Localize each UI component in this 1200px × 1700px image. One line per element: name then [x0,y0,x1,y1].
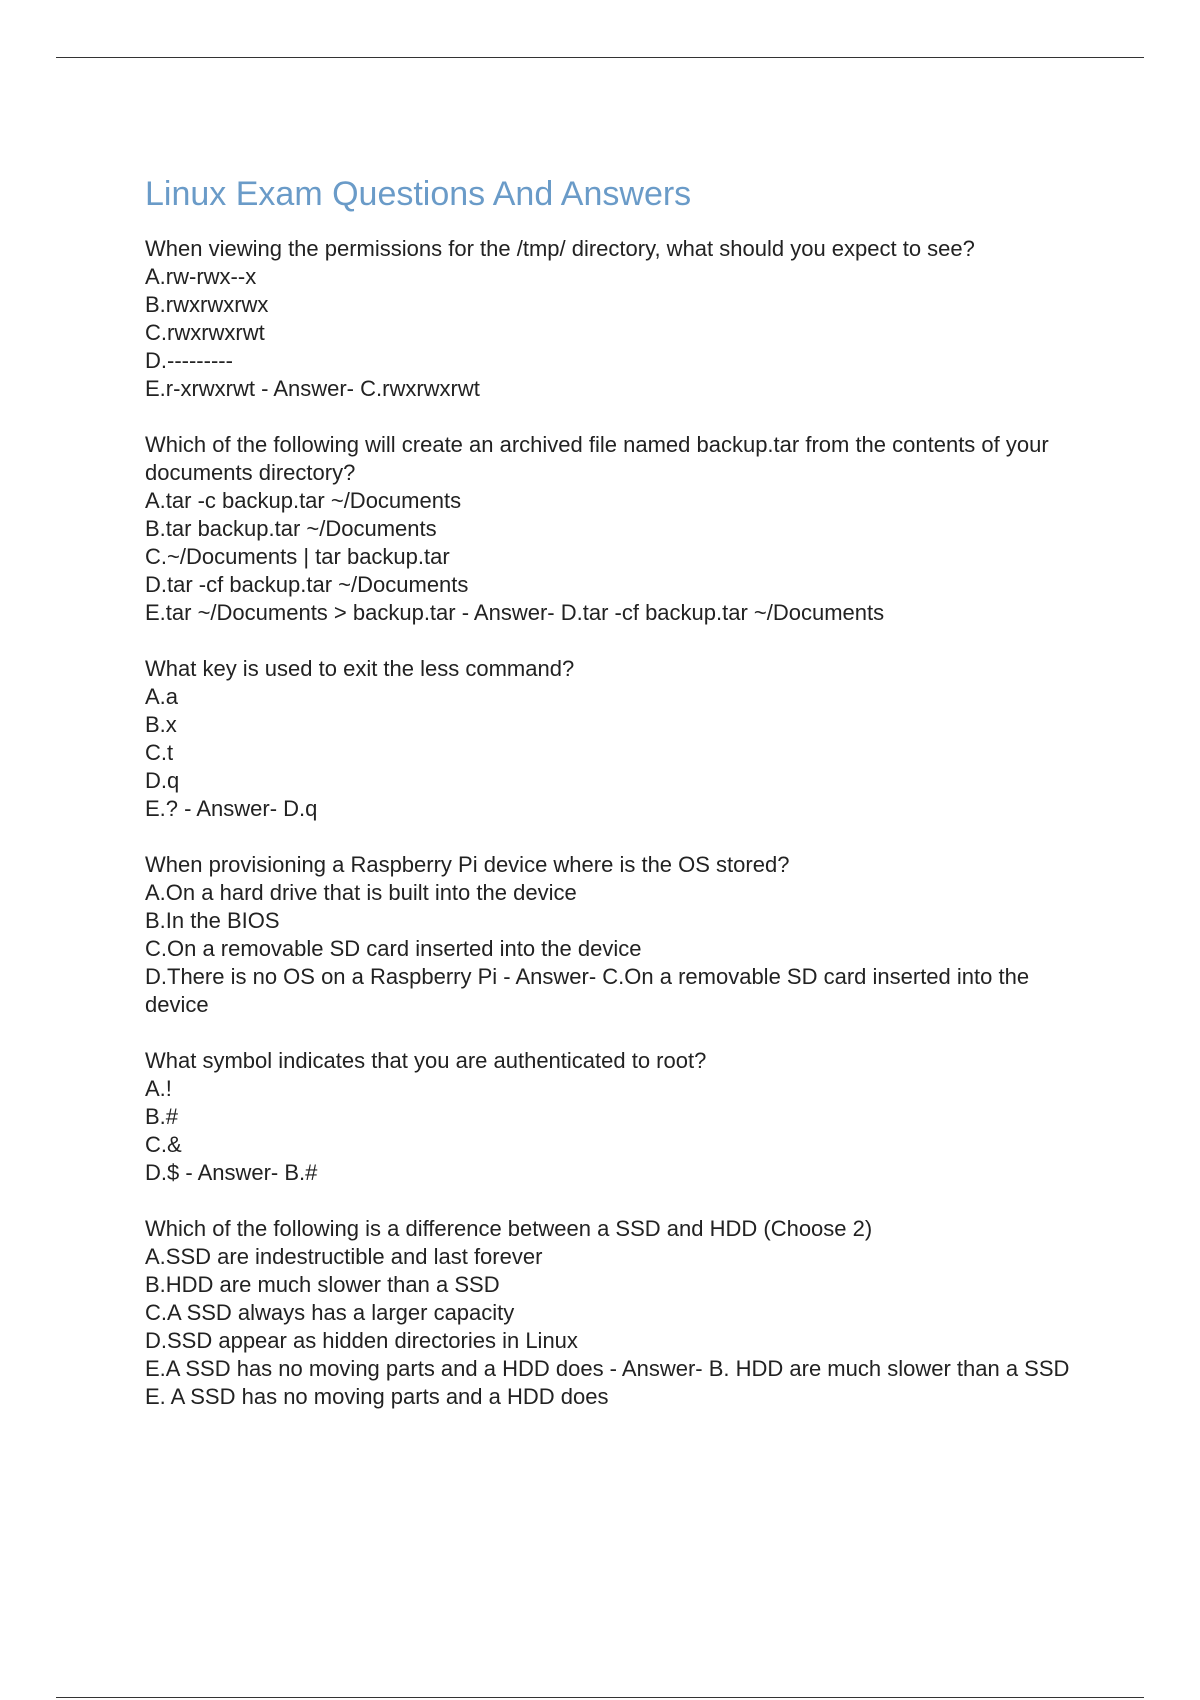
question-6 [145,1215,1090,1411]
answer-option-with-answer: E.r-xrwxrwt - Answer- C.rwxrwxrwt [145,376,480,401]
answer-option: B.# [145,1104,179,1129]
question-text: Which of the following is a difference between a SSD and HDD (Choose 2) [145,1216,873,1241]
answer-option: C.t [145,740,174,765]
question-5 [145,1047,1090,1187]
question-3 [145,655,1090,823]
answer-option: B.HDD are much slower than a SSD [145,1272,500,1297]
answer-option: B.In the BIOS [145,908,280,933]
answer-option: D.tar -cf backup.tar ~/Documents [145,572,469,597]
answer-option: A.SSD are indestructible and last forever [145,1244,543,1269]
answer-option: C.rwxrwxrwt [145,320,265,345]
answer-option: B.x [145,712,177,737]
question-text: What symbol indicates that you are authenticated to root? [145,1048,707,1073]
answer-option-with-answer: D.There is no OS on a Raspberry Pi - Answer- C.On a removable SD card inserted into the device [145,964,1036,1017]
bottom-rule [56,1697,1144,1698]
answer-option: C.A SSD always has a larger capacity [145,1300,515,1325]
answer-option-with-answer: E.? - Answer- D.q [145,796,318,821]
answer-option: B.tar backup.tar ~/Documents [145,516,437,541]
answer-option-with-answer: E.tar ~/Documents > backup.tar - Answer- D.tar -cf backup.tar ~/Documents [145,600,885,625]
question-4 [145,851,1090,1019]
question-text: When provisioning a Raspberry Pi device where is the OS stored? [145,852,790,877]
answer-option: D.q [145,768,180,793]
answer-option: C.~/Documents | tar backup.tar [145,544,450,569]
answer-option-with-answer: D.$ - Answer- B.# [145,1160,318,1185]
answer-option: D.SSD appear as hidden directories in Linux [145,1328,578,1353]
answer-continuation: E. A SSD has no moving parts and a HDD does [145,1384,609,1409]
document-title: Linux Exam Questions And Answers [145,175,692,213]
answer-option: A.tar -c backup.tar ~/Documents [145,488,462,513]
question-text: When viewing the permissions for the /tmp/ directory, what should you expect to see? [145,236,975,261]
answer-option: C.On a removable SD card inserted into the device [145,936,642,961]
question-text: What key is used to exit the less command? [145,656,575,681]
document-body [145,170,1090,1439]
answer-option: D.--------- [145,348,233,373]
answer-option-with-answer: E.A SSD has no moving parts and a HDD does - Answer- B. HDD are much slower than a SSD [145,1356,1070,1381]
question-1 [145,235,1090,403]
top-rule [56,57,1144,58]
answer-option: A.! [145,1076,172,1101]
answer-option: A.On a hard drive that is built into the device [145,880,577,905]
question-text: Which of the following will create an archived file named backup.tar from the contents of your documents directory? [145,432,1055,485]
answer-option: C.& [145,1132,182,1157]
answer-option: B.rwxrwxrwx [145,292,269,317]
question-2 [145,431,1090,627]
answer-option: A.rw-rwx--x [145,264,257,289]
answer-option: A.a [145,684,179,709]
